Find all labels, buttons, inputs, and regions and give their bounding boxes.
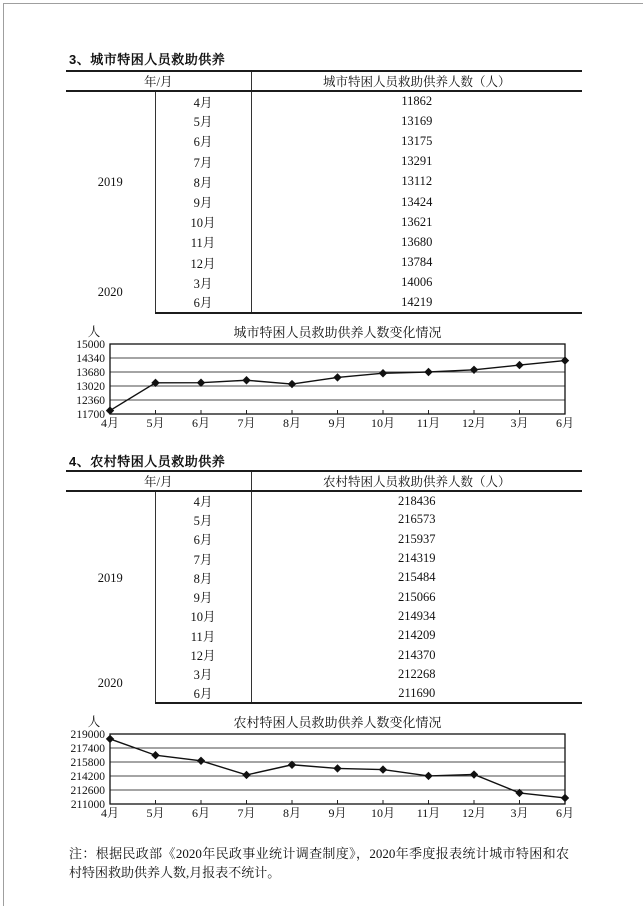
y-tick-label: 14340 [76,353,105,365]
x-tick-label: 11月 [416,416,441,430]
x-tick-label: 6月 [191,416,211,430]
year-month-header: 年/月 [66,471,251,491]
data-point-marker [106,735,114,743]
y-tick-label: 13020 [76,381,105,393]
x-tick-label: 12月 [461,806,487,820]
section-heading-urban: 3、城市特困人员救助供养 [69,52,226,67]
x-tick-label: 10月 [370,806,396,820]
y-tick-label: 11700 [76,409,105,421]
month-cell: 4月 [155,491,251,510]
value-cell: 214319 [251,549,582,568]
value-cell: 214209 [251,626,582,645]
month-cell: 11月 [155,626,251,645]
x-tick-label: 6月 [555,416,575,430]
value-cell: 13680 [251,232,582,252]
footnote: 注：根据民政部《2020年民政事业统计调查制度》，2020年季度报表统计城市特困和农村特困救助供养人数,月报表不统计。 [69,846,569,880]
data-point-marker [561,794,569,802]
y-tick-label: 15000 [76,339,105,351]
x-tick-label: 7月 [237,806,256,820]
y-tick-label: 211000 [70,799,105,811]
data-point-marker [197,757,205,765]
year-month-header: 年/月 [66,71,251,91]
x-tick-label: 3月 [510,416,529,430]
month-cell: 4月 [155,91,251,111]
year-cell: 2020 [97,676,123,691]
month-cell: 6月 [155,293,251,313]
data-point-marker [470,366,478,374]
value-cell: 13621 [251,212,582,232]
value-cell: 215066 [251,587,582,606]
data-point-marker [379,765,387,773]
value-cell: 14219 [251,293,582,313]
x-tick-label: 8月 [282,416,302,430]
month-cell: 5月 [155,510,251,529]
month-cell: 6月 [155,684,251,703]
urban-table [66,70,582,314]
y-tick-label: 13680 [76,367,105,379]
x-tick-label: 5月 [146,416,165,430]
x-tick-label: 4月 [100,806,120,820]
value-cell: 214934 [251,607,582,626]
table-header-row [66,471,582,491]
x-tick-label: 8月 [282,806,302,820]
value-cell: 13784 [251,253,582,273]
table-row [66,665,582,684]
value-cell: 13175 [251,131,582,151]
data-point-marker [151,751,159,759]
chart-title: 农村特困人员救助供养人数变化情况 [233,715,442,730]
month-cell: 7月 [155,549,251,568]
value-cell: 218436 [251,491,582,510]
value-cell: 13291 [251,152,582,172]
value-cell: 215937 [251,530,582,549]
data-point-marker [242,376,250,384]
data-point-marker [333,373,341,381]
value-cell: 211690 [251,684,582,703]
y-tick-label: 12360 [76,395,105,407]
chart-title: 城市特困人员救助供养人数变化情况 [233,325,442,340]
chart-svg [66,712,582,827]
value-header: 农村特困人员救助供养人数（人） [251,471,582,491]
x-tick-label: 5月 [146,806,165,820]
data-point-marker [515,361,523,369]
year-cell: 2019 [97,570,123,585]
value-cell: 13424 [251,192,582,212]
data-point-marker [288,380,296,388]
month-cell: 9月 [155,587,251,606]
y-tick-label: 217400 [70,743,105,755]
month-cell: 8月 [155,568,251,587]
y-tick-label: 214200 [70,771,105,783]
value-cell: 214370 [251,645,582,664]
y-axis-unit-label: 人 [87,715,101,729]
month-cell: 6月 [155,530,251,549]
table-header-row [66,71,582,91]
month-cell: 9月 [155,192,251,212]
x-tick-label: 3月 [510,806,529,820]
y-tick-label: 215800 [70,757,105,769]
value-cell: 216573 [251,510,582,529]
month-cell: 5月 [155,111,251,131]
value-cell: 215484 [251,568,582,587]
x-tick-label: 6月 [555,806,575,820]
urban-chart [66,322,582,437]
data-point-marker [242,771,250,779]
month-cell: 3月 [155,273,251,293]
x-tick-label: 12月 [461,416,487,430]
data-point-marker [379,369,387,377]
data-point-marker [424,772,432,780]
x-tick-label: 9月 [328,416,347,430]
month-cell: 7月 [155,152,251,172]
value-header: 城市特困人员救助供养人数（人） [251,71,582,91]
section-heading-rural: 4、农村特困人员救助供养 [69,454,226,469]
x-tick-label: 7月 [237,416,256,430]
month-cell: 11月 [155,232,251,252]
month-cell: 12月 [155,645,251,664]
month-cell: 6月 [155,131,251,151]
x-tick-label: 6月 [191,806,211,820]
month-cell: 8月 [155,172,251,192]
data-point-marker [424,368,432,376]
month-cell: 12月 [155,253,251,273]
value-cell: 11862 [251,91,582,111]
table-row [66,91,582,111]
value-cell: 14006 [251,273,582,293]
value-cell: 13169 [251,111,582,131]
data-point-marker [470,770,478,778]
value-cell: 212268 [251,665,582,684]
chart-svg [66,322,582,437]
y-tick-label: 219000 [70,729,105,741]
x-tick-label: 11月 [416,806,441,820]
year-cell: 2020 [97,285,123,300]
table-row [66,491,582,510]
data-point-marker [333,764,341,772]
month-cell: 3月 [155,665,251,684]
x-tick-label: 9月 [328,806,347,820]
month-cell: 10月 [155,607,251,626]
month-cell: 10月 [155,212,251,232]
rural-table [66,470,582,704]
y-axis-unit-label: 人 [87,325,101,339]
y-tick-label: 212600 [70,785,105,797]
table-row [66,273,582,293]
rural-chart [66,712,582,827]
x-tick-label: 10月 [370,416,396,430]
year-cell: 2019 [97,174,123,189]
value-cell: 13112 [251,172,582,192]
x-tick-label: 4月 [100,416,120,430]
